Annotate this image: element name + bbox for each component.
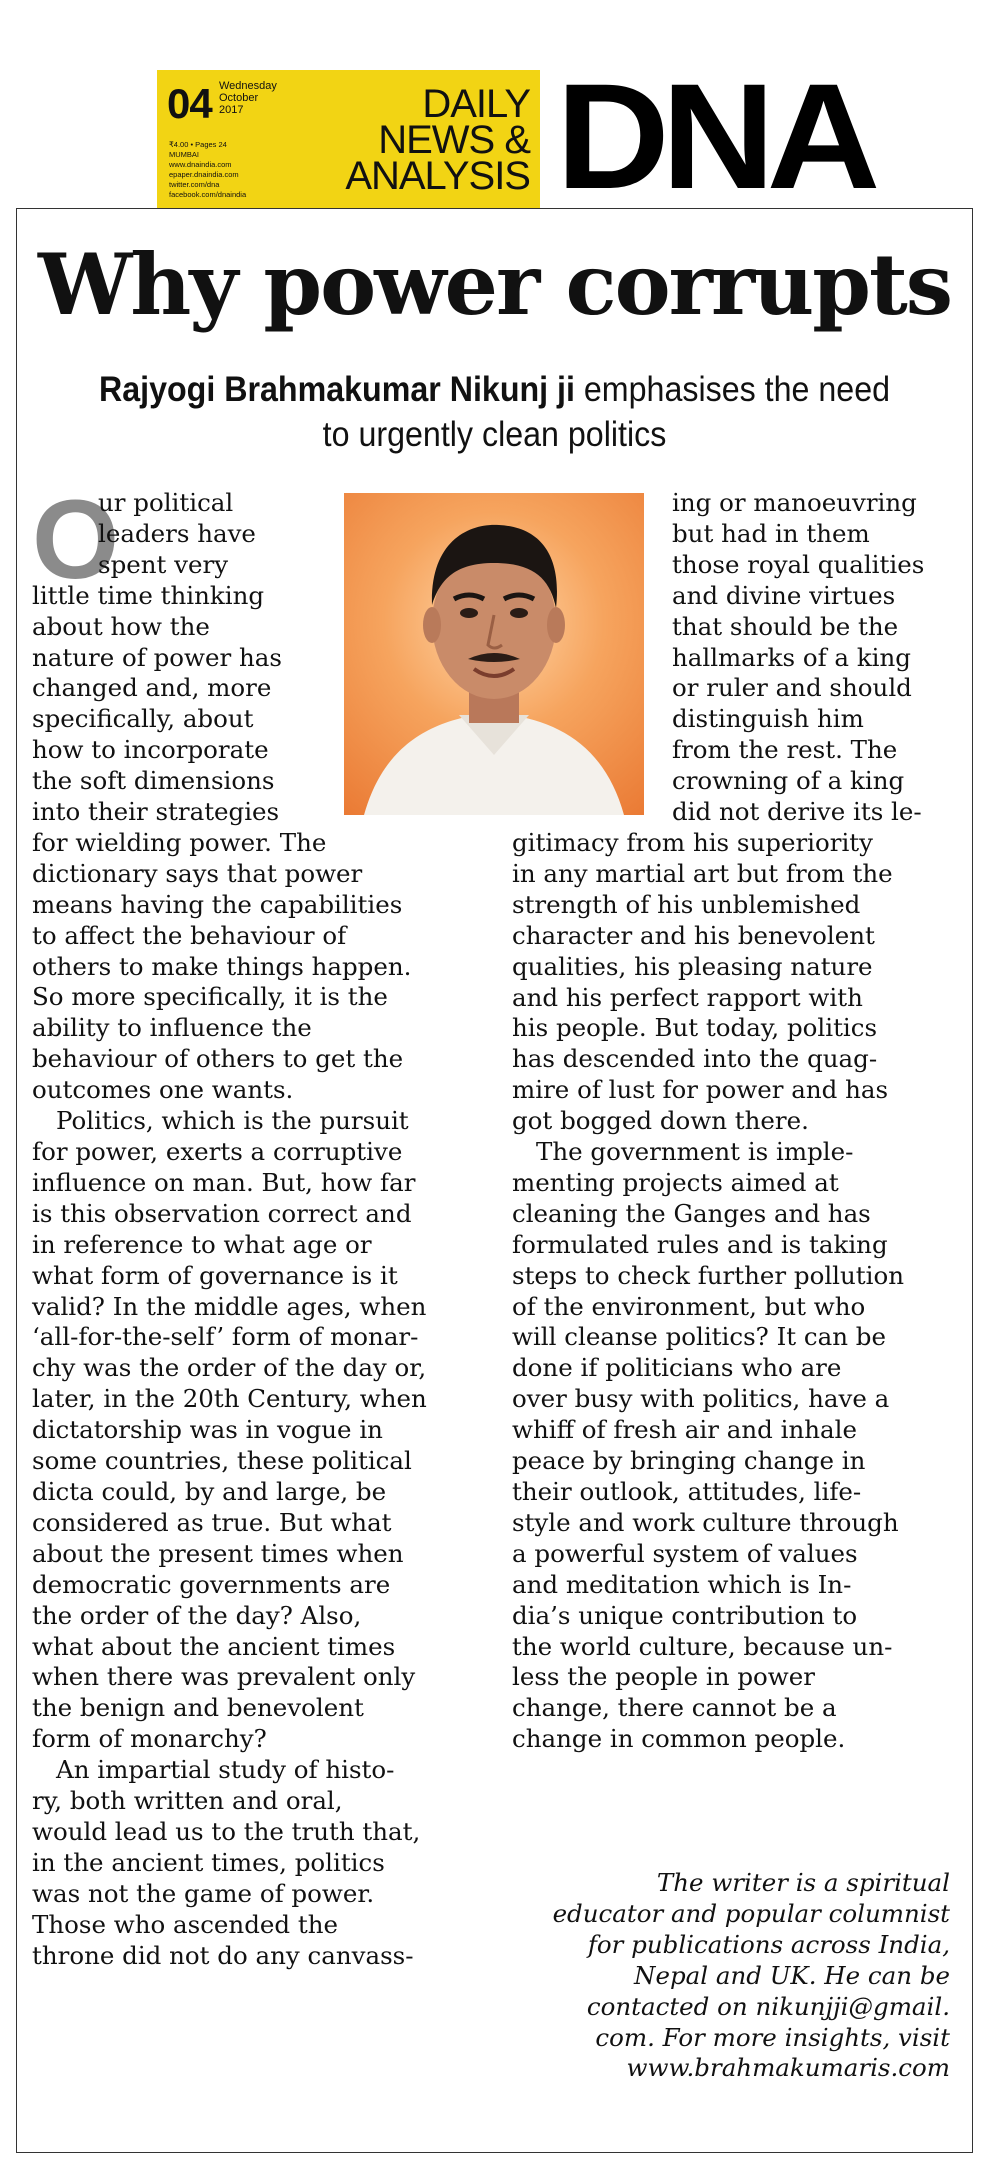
body-line: An impartial study of histo- xyxy=(56,1755,395,1785)
body-line: in any martial art but from the xyxy=(512,858,893,888)
date-box xyxy=(157,70,540,208)
body-line: crowning of a king xyxy=(672,766,905,796)
body-line: from the rest. The xyxy=(672,735,898,765)
credit-line: www.brahmakumaris.com xyxy=(626,2053,950,2083)
body-line: of the environment, but who xyxy=(512,1291,866,1321)
tagline-line: DAILY xyxy=(422,82,530,126)
body-line: that should be the xyxy=(672,611,899,641)
issue-date-info xyxy=(219,80,277,116)
subhead-text-1: emphasises the need xyxy=(574,370,891,409)
body-line: style and work culture through xyxy=(512,1507,899,1537)
body-line: done if politicians who are xyxy=(512,1353,842,1383)
body-line: others to make things happen. xyxy=(32,951,412,981)
link-facebook[interactable]: facebook.com/dnaindia xyxy=(169,190,247,199)
body-line: ur political xyxy=(98,488,234,517)
link-twitter[interactable]: twitter.com/dna xyxy=(169,180,220,189)
body-line: means having the capabilities xyxy=(32,889,403,919)
body-line: whiff of fresh air and inhale xyxy=(512,1415,857,1445)
body-line: spent very xyxy=(98,549,229,579)
author-name: Rajyogi Brahmakumar Nikunj ji xyxy=(98,370,575,409)
first-lines xyxy=(98,488,256,581)
body-line: the order of the day? Also, xyxy=(32,1600,362,1630)
issue-weekday: Wednesday xyxy=(219,80,277,92)
body-line: dictatorship was in vogue in xyxy=(32,1415,383,1445)
body-line: form of monarchy? xyxy=(32,1724,267,1754)
body-line: for wielding power. The xyxy=(32,827,327,857)
price-pages: ₹4.00 • Pages 24 xyxy=(169,140,227,149)
tagline xyxy=(345,82,530,198)
body-line: how to incorporate xyxy=(32,735,269,765)
body-line: The government is imple- xyxy=(536,1137,854,1167)
subhead-text-2: to urgently clean politics xyxy=(322,415,667,454)
right-column xyxy=(512,488,952,1755)
body-line: and meditation which is In- xyxy=(512,1569,852,1599)
body-line: democratic governments are xyxy=(32,1569,391,1599)
body-line: some countries, these political xyxy=(32,1446,412,1476)
body-line: gitimacy from his superiority xyxy=(512,827,873,857)
dna-logo: DNA xyxy=(556,52,873,220)
body-line: the benign and benevolent xyxy=(32,1693,364,1723)
body-line: strength of his unblemished xyxy=(512,889,861,919)
author-credit xyxy=(553,1868,950,2084)
body-line: dia’s unique contribution to xyxy=(512,1600,858,1630)
body-line: what form of governance is it xyxy=(32,1260,398,1290)
body-line: steps to check further pollution xyxy=(512,1260,904,1290)
body-line: change in common people. xyxy=(512,1724,846,1754)
left-column xyxy=(32,581,464,1972)
body-line: is this observation correct and xyxy=(32,1198,412,1228)
body-line: the soft dimensions xyxy=(32,766,275,796)
body-line: to affect the behaviour of xyxy=(32,920,347,950)
body-line: throne did not do any canvass- xyxy=(32,1940,414,1970)
body-line: would lead us to the truth that, xyxy=(32,1816,421,1846)
credit-line: com. For more insights, visit xyxy=(595,2022,950,2052)
body-line: cleaning the Ganges and has xyxy=(512,1198,871,1228)
body-line: behaviour of others to get the xyxy=(32,1044,404,1074)
body-line: valid? In the middle ages, when xyxy=(32,1291,427,1321)
tagline-line: NEWS & xyxy=(378,118,530,162)
body-line: peace by bringing change in xyxy=(512,1446,866,1476)
body-line: distinguish him xyxy=(672,704,864,734)
drop-cap: O xyxy=(32,477,120,602)
body-line: Those who ascended the xyxy=(32,1909,338,1939)
credit-line: The writer is a spiritual xyxy=(656,1868,950,1897)
body-line: when there was prevalent only xyxy=(32,1662,416,1692)
body-line: less the people in power xyxy=(512,1662,815,1692)
body-line: ability to influence the xyxy=(32,1013,312,1043)
body-line: menting projects aimed at xyxy=(512,1167,839,1197)
body-line: hallmarks of a king xyxy=(672,642,911,672)
body-line: but had in them xyxy=(672,518,870,548)
body-line: in the ancient times, politics xyxy=(32,1847,385,1877)
body-line: got bogged down there. xyxy=(512,1106,809,1136)
body-line: nature of power has xyxy=(32,642,282,672)
body-line: formulated rules and is taking xyxy=(512,1229,888,1259)
masthead xyxy=(0,52,988,220)
body-line: So more specifically, it is the xyxy=(32,982,388,1012)
body-line: dictionary says that power xyxy=(32,858,363,888)
headline: Why power corrupts xyxy=(37,235,952,334)
body-line: and divine virtues xyxy=(672,580,896,610)
body-line: their outlook, attitudes, life- xyxy=(512,1477,862,1506)
body-line: those royal qualities xyxy=(672,549,925,579)
body-line: was not the game of power. xyxy=(32,1878,375,1908)
body-line: about how the xyxy=(32,611,210,641)
body-line: the world culture, because un- xyxy=(512,1631,893,1661)
body-line: in reference to what age or xyxy=(32,1229,372,1259)
body-line: Politics, which is the pursuit xyxy=(56,1106,409,1136)
body-line: dicta could, by and large, be xyxy=(32,1476,387,1506)
body-line: will cleanse politics? It can be xyxy=(512,1322,886,1352)
subheadline xyxy=(92,367,897,457)
link-epaper[interactable]: epaper.dnaindia.com xyxy=(169,170,239,179)
body-line: considered as true. But what xyxy=(32,1507,392,1537)
body-line: ry, both written and oral, xyxy=(32,1786,343,1816)
body-line: ‘all-for-the-self’ form of monar- xyxy=(32,1322,419,1352)
issue-day: 04 xyxy=(167,80,212,127)
tagline-line: ANALYSIS xyxy=(345,154,530,198)
body-line: has descended into the quag- xyxy=(512,1044,878,1074)
body-line: chy was the order of the day or, xyxy=(32,1353,427,1383)
credit-line: for publications across India, xyxy=(587,1929,950,1959)
credit-line: contacted on nikunjji@gmail. xyxy=(586,1991,950,2021)
body-line: and his perfect rapport with xyxy=(512,982,863,1012)
credit-line: educator and popular columnist xyxy=(552,1898,950,1928)
body-line: for power, exerts a corruptive xyxy=(32,1137,403,1166)
body-line: into their strategies xyxy=(32,797,280,827)
issue-year: 2017 xyxy=(219,104,244,116)
body-line: ing or manoeuvring xyxy=(672,488,917,517)
link-web[interactable]: www.dnaindia.com xyxy=(169,160,232,169)
body-line: later, in the 20th Century, when xyxy=(32,1384,427,1414)
body-line: qualities, his pleasing nature xyxy=(512,951,873,981)
body-line: about the present times when xyxy=(32,1538,404,1568)
body-line: did not derive its le- xyxy=(672,797,922,827)
body-line: what about the ancient times xyxy=(32,1631,396,1661)
body-line: outcomes one wants. xyxy=(32,1075,294,1105)
credit-line: Nepal and UK. He can be xyxy=(634,1960,950,1990)
body-line: leaders have xyxy=(98,518,256,548)
body-line: little time thinking xyxy=(32,580,265,610)
issue-month: October xyxy=(219,92,259,104)
city: MUMBAI xyxy=(169,150,199,159)
body-line: specifically, about xyxy=(32,704,254,734)
body-line: mire of lust for power and has xyxy=(512,1075,889,1105)
body-line: changed and, more xyxy=(32,673,272,703)
body-line: influence on man. But, how far xyxy=(32,1167,416,1197)
body-line: change, there cannot be a xyxy=(512,1693,837,1723)
body-line: a powerful system of values xyxy=(512,1538,858,1568)
body-line: character and his benevolent xyxy=(512,920,875,950)
body-line: or ruler and should xyxy=(672,673,912,703)
body-line: his people. But today, politics xyxy=(512,1013,878,1043)
issue-meta xyxy=(169,140,246,200)
body-line: over busy with politics, have a xyxy=(512,1384,890,1414)
